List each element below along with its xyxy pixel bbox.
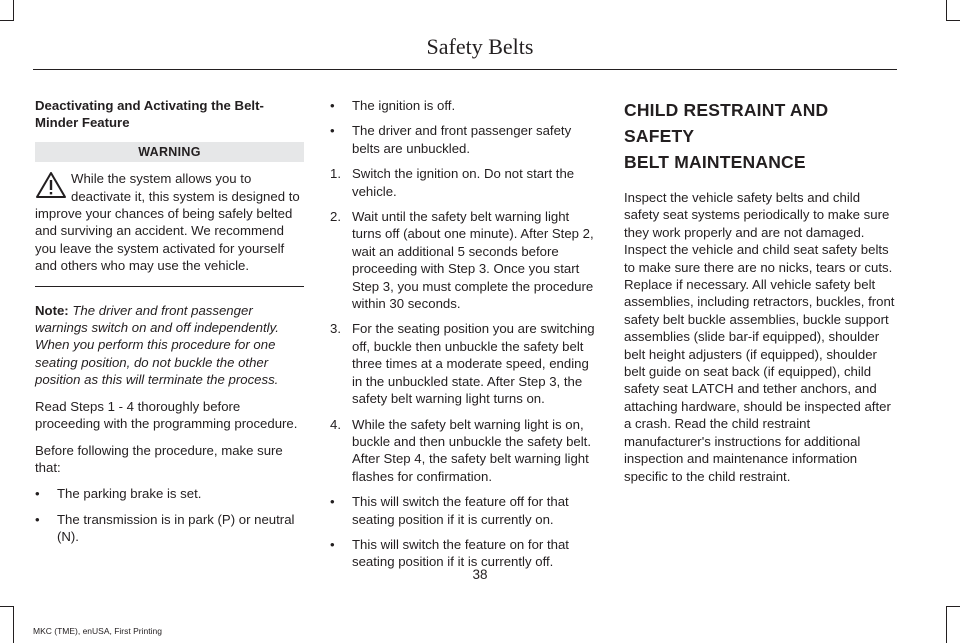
section-title: CHILD RESTRAINT AND SAFETY BELT MAINTENANCE [624, 100, 829, 172]
section-subheading: Deactivating and Activating the Belt-Minder Feature [35, 98, 264, 131]
warning-triangle-icon [35, 171, 67, 199]
step-item: 3. For the seating position you are switching off, buckle then unbuckle the safety belt three times at a moderate speed, ending in the unbuckled state. After Step 3, the safety belt warning light turns on. [330, 321, 595, 407]
step-item: 4. While the safety belt warning light is on, buckle and then unbuckle the safety belt. After Step 4, the safety belt warning light flashes for confirmation. [330, 416, 592, 484]
warning-text: While the system allows you to deactivate it, this system is designed to improve your chances of being safely belted and surviving an accident. We recommend you leave the system activated for yourself and others who may use the vehicle. [35, 171, 300, 274]
numbered-steps [330, 165, 601, 485]
warning-divider [35, 286, 304, 287]
list-item: • The driver and front passenger safety belts are unbuckled. [330, 123, 572, 156]
step-item: 1. Switch the ignition on. Do not start the vehicle. [330, 166, 575, 199]
body-paragraph: Read Steps 1 - 4 thoroughly before proceeding with the programming procedure. [35, 398, 298, 432]
list-item: • The parking brake is set. [35, 486, 202, 502]
left-column [35, 97, 304, 554]
list-item: • This will switch the feature on for that seating position if it is currently off. [330, 536, 569, 570]
list-item: • This will switch the feature off for that seating position if it is currently on. [330, 494, 569, 527]
right-column [624, 97, 896, 494]
note-paragraph [35, 302, 304, 389]
crop-mark-bottom-left-h [0, 606, 14, 607]
note-label: Note: [35, 302, 69, 318]
warning-banner: WARNING [35, 142, 304, 162]
page-header-title: Safety Belts [426, 34, 534, 59]
crop-mark-bottom-right-h [946, 606, 960, 607]
middle-column [330, 97, 601, 579]
body-paragraph: Inspect the vehicle safety belts and child safety seat systems periodically to make sure they work properly and are not damaged. Inspect the vehicle and child seat safety belts to make sure there are no nicks, tears or cuts. Replace if necessary. All vehicle safety belt assemblies, including retractors, buckles, front safety belt buckle assemblies, buckle support assemblies (slide bar-if equipped), shoulder belt height adjusters (if equipped), shoulder belt guide on seat back (if equipped), child safety seat LATCH and tether anchors, and attaching hardware, should be inspected after a crash. Read the child restraint manufacturer's instructions for additional inspection and maintenance information specific to the child restraint. [624, 190, 895, 484]
page-number: 38 [472, 567, 488, 582]
list-item: • The ignition is off. [330, 98, 456, 113]
bullet-list [330, 493, 601, 571]
warning-body [35, 170, 304, 274]
bullet-list [35, 485, 304, 545]
list-item: • The transmission is in park (P) or neutral (N). [35, 511, 295, 545]
note-text: The driver and front passenger warnings switch on and off independently. When you perform this procedure for one seating position, do not buckle the other position as this will terminate the process. [35, 302, 279, 388]
crop-mark-top-left-h [0, 20, 14, 21]
body-paragraph: Before following the procedure, make sure that: [35, 442, 283, 475]
crop-mark-bottom-left-v [13, 606, 14, 643]
crop-mark-bottom-right-v [946, 606, 947, 643]
header-rule [33, 69, 897, 70]
crop-mark-top-left-v [13, 0, 14, 20]
crop-mark-top-right-v [946, 0, 947, 20]
crop-mark-top-right-h [946, 20, 960, 21]
step-item: 2. Wait until the safety belt warning light turns off (about one minute). After Step 2, wait an additional 5 seconds before proceeding with Step 3. Once you start Step 3, you must complete the procedure within 30 seconds. [330, 209, 594, 312]
bullet-list [330, 97, 601, 157]
print-info: MKC (TME), enUSA, First Printing [33, 626, 162, 636]
